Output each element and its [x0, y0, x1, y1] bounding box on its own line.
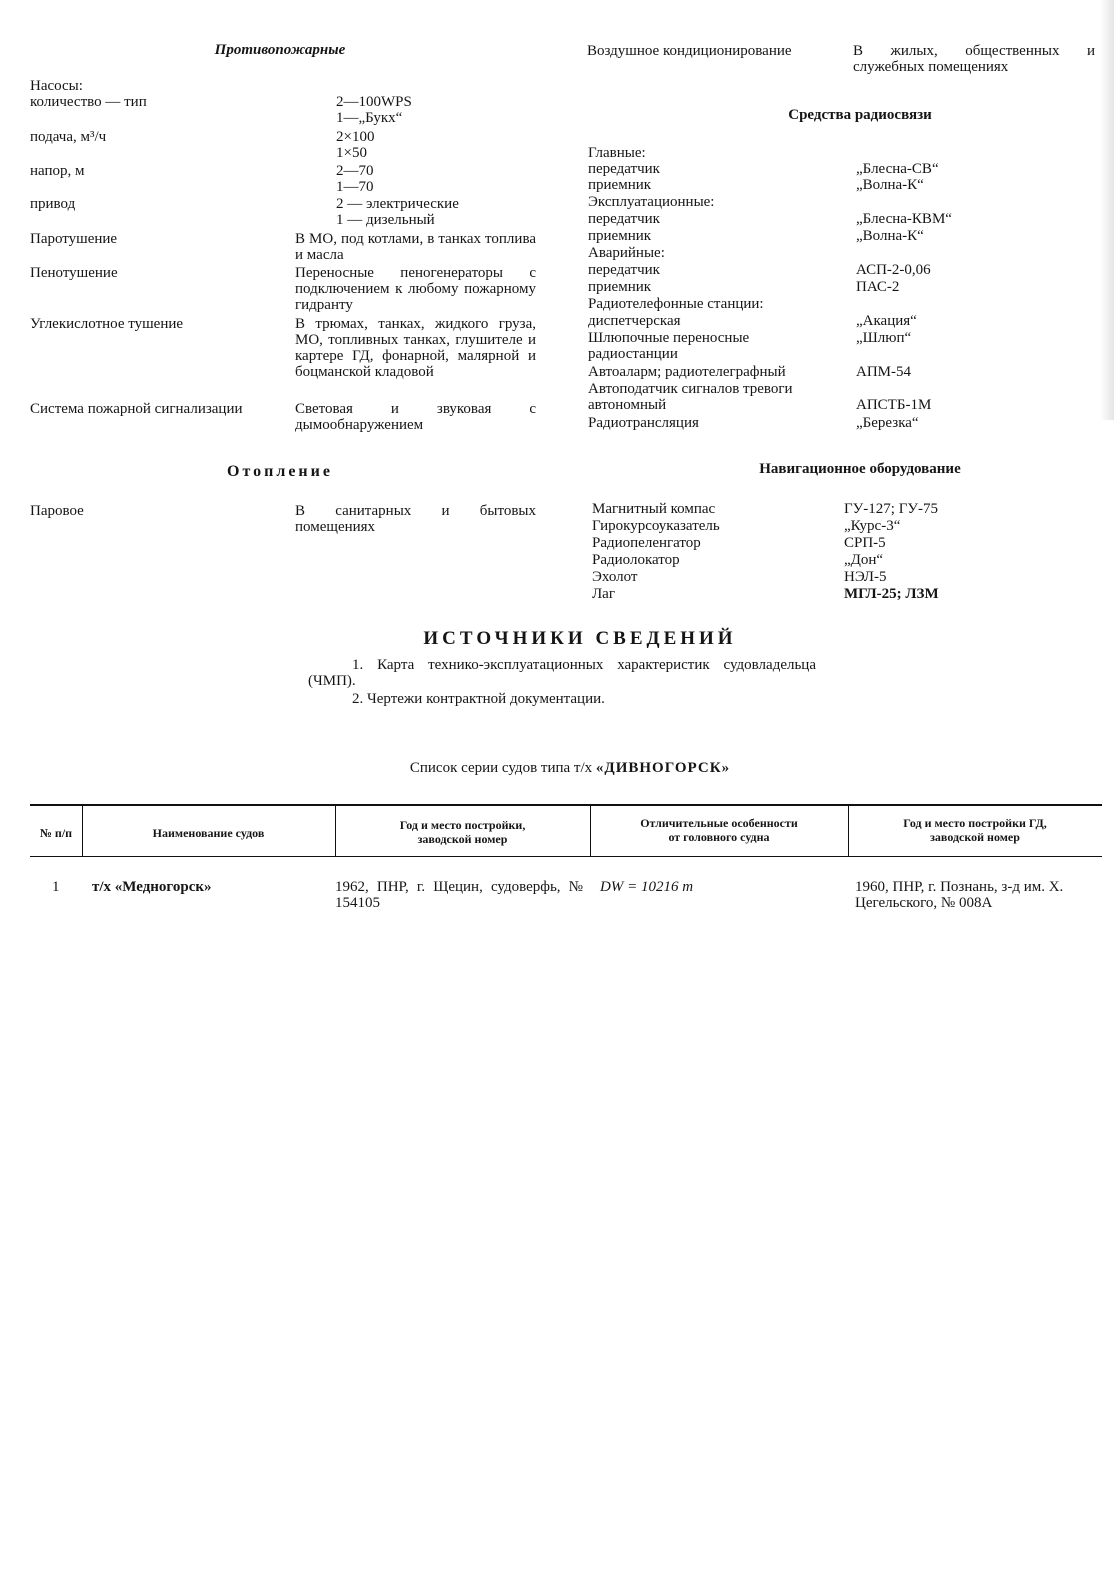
spec-value-co2-ext: В трюмах, танках, жидкого груза, МО, топливных танках, глушителе и картере ГД, фонарной, малярной и боцманской кладовой [295, 316, 536, 380]
sources-item-1: 1. Карта технико-эксплуатационных характеристик судовладельца (ЧМП). [308, 657, 816, 689]
radio-label-emerg: Аварийные: [588, 245, 665, 261]
radio-label-emerg-tx: передатчик [588, 262, 660, 278]
radio-label-dispatch: диспетчерская [588, 313, 681, 329]
spec-label-co2-ext: Углекислотное тушение [30, 316, 184, 332]
spec-label-pump-count: количество — тип [30, 94, 147, 110]
nav-value-radar: „Дон“ [844, 552, 884, 568]
table-header-rule [30, 856, 1102, 857]
table-cell-number: 1 [52, 879, 60, 895]
spec-label-pump-head: напор, м [30, 163, 85, 179]
radio-label-radiotel: Радиотелефонные станции: [588, 296, 764, 312]
radio-value-emerg-rx: ПАС-2 [856, 279, 900, 295]
sources-title: ИСТОЧНИКИ СВЕДЕНИЙ [423, 628, 737, 649]
radio-label-main-tx: передатчик [588, 161, 660, 177]
spec-value-steam-ext: В МО, под котлами, в танках топлива и масла [295, 231, 536, 263]
table-cell-ship-name: т/х «Медногорск» [92, 879, 212, 895]
spec-value-pump-count: 2—100WPS 1—„Букх“ [336, 94, 412, 126]
series-title-prefix: Список серии судов типа т/х [409, 760, 596, 776]
table-header-number: № п/п [39, 826, 73, 840]
radio-label-broadcast: Радиотрансляция [588, 415, 699, 431]
nav-section-title: Навигационное оборудование [759, 461, 961, 477]
radio-value-emerg-tx: АСП-2-0,06 [856, 262, 931, 278]
radio-label-lifeboat: Шлюпочные переносные радиостанции [588, 330, 750, 362]
radio-label-main-rx: приемник [588, 177, 652, 193]
series-title-name: «ДИВНОГОРСК» [595, 760, 731, 776]
radio-label-oper: Эксплуатационные: [588, 194, 715, 210]
radio-value-main-tx: „Блесна-СВ“ [856, 161, 939, 177]
pumps-label: Насосы: [30, 78, 83, 94]
spec-label-pump-drive: привод [30, 196, 76, 212]
radio-value-alarm-sender: АПСТБ-1М [856, 397, 932, 413]
radio-label-oper-rx: приемник [588, 228, 652, 244]
heating-value: В санитарных и бытовых помещениях [295, 503, 536, 535]
sources-item-2: 2. Чертежи контрактной документации. [352, 691, 605, 707]
radio-label-main: Главные: [588, 145, 646, 161]
table-header-differences: Отличительные особенности от головного судна [640, 816, 798, 844]
nav-label-compass: Магнитный компас [592, 501, 716, 517]
nav-value-gyro: „Курс-3“ [844, 518, 901, 534]
table-header-ship-name: Наименование судов [152, 826, 265, 840]
heating-label: Паровое [30, 503, 84, 519]
nav-label-gyro: Гирокурсоуказатель [592, 518, 720, 534]
radio-label-alarm-sender: Автоподатчик сигналов тревоги автономный [588, 381, 793, 413]
radio-label-emerg-rx: приемник [588, 279, 652, 295]
nav-value-log: МГЛ-25; ЛЗМ [844, 586, 939, 602]
radio-label-autoalarm: Автоаларм; радиотелеграфный [588, 364, 786, 380]
heating-section-title: Отопление [227, 463, 333, 480]
scan-edge-shadow [1100, 0, 1114, 420]
spec-value-foam-ext: Переносные пеногенераторы с подключением к любому пожарному гидранту [295, 265, 536, 313]
nav-label-log: Лаг [592, 586, 615, 602]
table-cell-engine-build: 1960, ПНР, г. Познань, з-д им. Х. Цегельского, № 008А [855, 879, 1064, 911]
table-header-build-info: Год и место постройки, заводской номер [399, 818, 526, 846]
table-header-engine-build: Год и место постройки ГД, заводской номер [903, 816, 1047, 844]
radio-value-autoalarm: АПМ-54 [856, 364, 911, 380]
spec-label-steam-ext: Паротушение [30, 231, 118, 247]
radio-value-oper-tx: „Блесна-КВМ“ [856, 211, 952, 227]
table-top-rule [30, 804, 1102, 806]
ac-label: Воздушное кондиционирование [587, 43, 792, 59]
radio-value-main-rx: „Волна-К“ [856, 177, 924, 193]
spec-label-foam-ext: Пенотушение [30, 265, 118, 281]
spec-value-pump-drive: 2 — электрические 1 — дизельный [336, 196, 459, 228]
nav-value-df: СРП-5 [844, 535, 886, 551]
nav-label-echo: Эхолот [592, 569, 638, 585]
ac-value: В жилых, общественных и служебных помещениях [853, 43, 1095, 75]
radio-value-lifeboat: „Шлюп“ [856, 330, 912, 346]
radio-value-oper-rx: „Волна-К“ [856, 228, 924, 244]
radio-section-title: Средства радиосвязи [788, 107, 932, 123]
fire-section-title: Противопожарные [214, 42, 346, 58]
radio-value-dispatch: „Акация“ [856, 313, 917, 329]
radio-value-broadcast: „Березка“ [856, 415, 919, 431]
spec-value-pump-flow: 2×100 1×50 [336, 129, 375, 161]
nav-label-radar: Радиолокатор [592, 552, 680, 568]
spec-label-fire-alarm: Система пожарной сигнализации [30, 401, 243, 417]
radio-label-oper-tx: передатчик [588, 211, 660, 227]
nav-label-df: Радиопеленгатор [592, 535, 701, 551]
spec-value-pump-head: 2—70 1—70 [336, 163, 374, 195]
nav-value-echo: НЭЛ-5 [844, 569, 887, 585]
table-cell-build-info: 1962, ПНР, г. Щецин, судоверфь, № 154105 [335, 879, 583, 911]
spec-value-fire-alarm: Световая и звуковая с дымообнаружением [295, 401, 536, 433]
nav-value-compass: ГУ-127; ГУ-75 [844, 501, 938, 517]
series-title [300, 760, 840, 776]
table-cell-differences: DW = 10216 т [600, 879, 694, 895]
spec-label-pump-flow: подача, м³/ч [30, 129, 107, 145]
